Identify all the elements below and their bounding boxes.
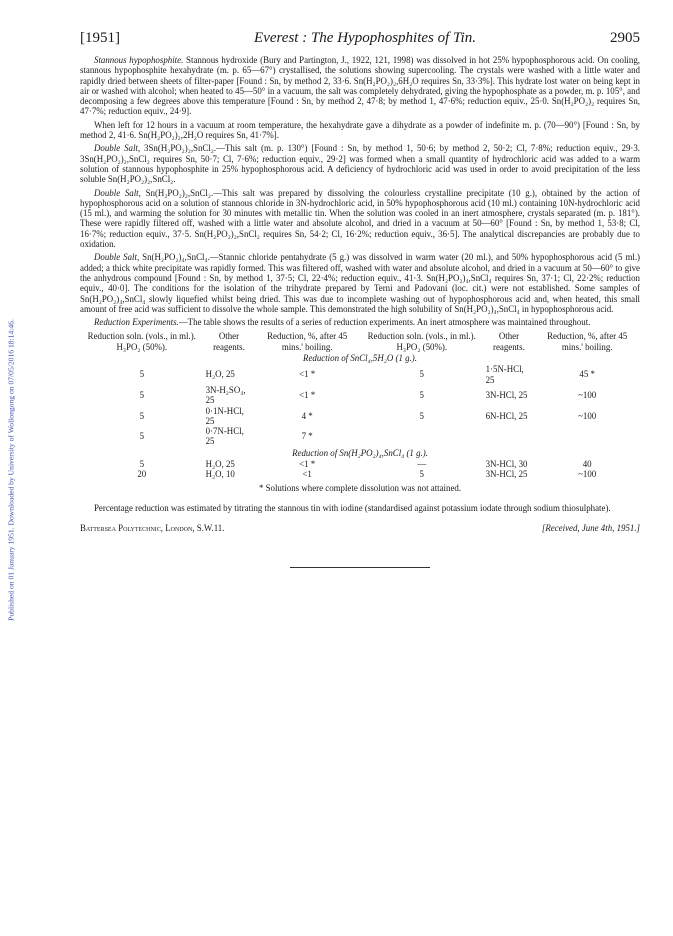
article-page — [80, 30, 640, 568]
paragraph-text: 3Sn(H₂PO₂)₂,SnCl₂.—This salt (m. p. 130°) [Found : Sn, by method 1, 50·6; by method 2, 50·2; Cl, 7·8%; reduction equiv., 29·3. 3Sn(H₂PO₂)₂,SnCl₂ requires Sn, 50·7; Cl, 7·6%; reduction equiv., 29·2] was formed when a small quantity of hydrochloric acid was added to a warm solution of stannous hypophosphite in 25% hypophosphorous acid. A deficiency of hydrochloric acid was used in order to avoid precipitation of the less soluble Sn(H₂PO₂)₂,SnCl₂. — [80, 143, 641, 185]
table-row — [80, 469, 640, 479]
table-cell: 0·7N-HCl, 25 — [205, 426, 244, 447]
column-header: Other reagents. — [213, 331, 245, 352]
table-cell: 5 — [139, 390, 145, 401]
section-title: Reduction of Sn(H₂PO₂)₄,SnCl₄ (1 g.). — [292, 447, 428, 458]
table-cell: ~100 — [578, 410, 597, 421]
table-cell: 3N-HCl, 25 — [485, 469, 528, 480]
table-cell: 5 — [419, 469, 424, 480]
table-cell: 4 * — [301, 410, 313, 421]
table-cell: — — [417, 458, 427, 469]
table-cell: H₂O, 10 — [205, 469, 235, 480]
table-cell: H₂O, 25 — [205, 458, 235, 469]
table-cell: 0·1N-HCl, 25 — [205, 405, 244, 426]
body-text — [80, 55, 640, 327]
table-cell: <1 * — [299, 458, 316, 469]
download-sidebar — [3, 150, 19, 790]
table-row — [80, 459, 640, 469]
paragraph-text: —The table shows the results of a series of reduction experiments. An inert atmosphere was maintained throughout. — [178, 317, 591, 328]
paragraph-lead: Stannous hypophosphite. — [94, 55, 184, 65]
table-cell: H₂O, 25 — [205, 369, 235, 380]
table-cell: 5 — [139, 369, 145, 380]
paragraph-text: Sn(H₂PO₂)₄,SnCl₄.—Stannic chloride pentahydrate (5 g.) was dissolved in warm water (20 ml.), and 50% hypophosphorous acid (5 ml.) added; a thick white precipitate was rapidly formed. This was filtered off, washed with water and absolute alcohol, and dried in a vacuum at 50—60° to give the anhydrous compound [Found : Sn, by method 1, 37·5; Cl, 22·4%; reduction equiv., 41·3. Sn(H₂PO₂)₄,SnCl₄ requires Sn, 37·1; Cl, 22·2%; reduction equiv., 40·0]. The conditions for the isolation of the trihydrate prepared by Terni and Padovani (loc. cit.) were not established. Some samples of Sn(H₂PO₂)₄,SnCl₄ slowly liquefied whilst being dried. This was due to incomplete washing out of hypophosphorous acid and, when heated, this small amount of free acid was sufficient to dissolve the whole sample. This demonstrated the high solubility of Sn(H₂PO₂)₄,SnCl₄ in hypophosphorous acid. — [80, 252, 640, 314]
column-header: Reduction soln. (vols., in ml.). H₃PO₂ (50%). — [367, 331, 476, 352]
table-cell: 7 * — [301, 431, 313, 442]
table-cell: 6N-HCl, 25 — [485, 410, 528, 421]
table-cell — [360, 426, 484, 447]
download-note[interactable]: Published on 01 January 1951. Downloaded by University of Wollongong on 07/05/2016 18:14:46. — [6, 319, 16, 621]
paragraph — [80, 317, 640, 327]
table-cell: 5 — [419, 369, 424, 380]
reduction-table — [80, 331, 640, 479]
paragraph — [80, 252, 640, 314]
table-cell: <1 * — [299, 369, 316, 380]
page-number: 2905 — [610, 30, 640, 46]
table-row — [80, 406, 640, 427]
paragraph-lead: Double Salt, — [94, 187, 141, 198]
table-cell — [484, 426, 535, 447]
table-cell: 1·5N-HCl, 25 — [485, 364, 524, 385]
table-body — [80, 352, 640, 480]
received-date: [Received, June 4th, 1951.] — [541, 522, 640, 533]
table-cell: ~100 — [578, 469, 597, 480]
end-rule — [290, 567, 430, 568]
institution: Battersea Polytechnic, London, S.W.11. — [80, 522, 225, 533]
column-header: Reduction soln. (vols., in ml.). H₃PO₂ (50%). — [87, 331, 196, 352]
table-cell: 40 — [582, 458, 592, 469]
paragraph-text: Stannous hydroxide (Bury and Partington, J., 1922, 121, 1998) was dissolved in hot 25% hypophosphorous acid. On cooling, stannous hypophosphite hexahydrate (m. p. 65—67°) crystallised, the solutions showing supercooling. The crystals were washed with a little water and rapidly dried between sheets of filter-paper [Found : Sn, by method 2, 33·6. Sn(H₂PO₂)₂,6H₂O requires Sn, 33·3%]. This hydrate lost water on being kept in air or washed with alcohol; when heated to 45—50° in a vacuum, the salt was completely dehydrated, giving the hypophosphate as a powder, m. p. 105°, and decomposing a few degrees above this temperature [Found : Sn, by method 2, 47·8; by method 1, 47·6%; reduction equiv., 25·0. Sn(H₂PO₂)₂ requires Sn, 47·7%; reduction equiv., 24·9]. — [80, 55, 640, 117]
paragraph-text: Sn(H₂PO₂)₂,SnCl₂.—This salt was prepared by dissolving the colourless crystalline precipitate (10 g.), obtained by the action of hypophosphorous acid on a solution of stannous chloride in 3N-hydrochloric acid, in 50% hypophosphorous acid (10 ml.) containing 10N-hydrochloric acid (15 ml.), and warming the solution for 30 minutes with metallic tin. When the solution was cooled in an inert atmosphere, crystals separated (m. p. 181°). These were rapidly filtered off, washed with a little water and absolute alcohol, and dried in a vacuum at 50—60° [Found : Sn, by method 1, 53·8; Cl, 16·7%; reduction equiv., 37·5. Sn(H₂PO₂)₂,SnCl₂ requires Sn, 54·2; Cl, 16·2%; reduction equiv., 36·5]. The analytical discrepancies are probably due to oxidation. — [80, 187, 641, 250]
table-cell: 5 — [419, 410, 424, 421]
table-section-row — [80, 352, 640, 364]
paragraph — [80, 188, 640, 250]
table-cell: 5 — [139, 431, 145, 442]
header-year: [1951] — [80, 30, 120, 46]
table-cell: 5 — [419, 390, 424, 401]
paragraph-lead: Double Salt, — [94, 143, 141, 154]
table-footnote: * Solutions where complete dissolution was not attained. — [258, 482, 462, 493]
column-header: Reduction, %, after 45 mins.' boiling. — [267, 331, 348, 352]
table-row — [80, 364, 640, 385]
paragraph-lead: Double Salt, — [94, 252, 140, 263]
paragraph — [80, 55, 640, 117]
section-title: Reduction of SnCl₄,5H₂O (1 g.). — [303, 353, 417, 364]
article-footer — [80, 523, 640, 533]
page-header — [80, 30, 640, 47]
paragraph — [80, 120, 640, 141]
table-cell: 45 * — [579, 369, 595, 380]
table-cell: <1 — [302, 469, 312, 480]
table-cell: 3N-H₂SO₄, 25 — [205, 384, 246, 406]
table-cell: 20 — [137, 469, 147, 480]
table-row — [80, 385, 640, 406]
paragraph-lead: Reduction Experiments. — [94, 317, 179, 328]
table-cell: ~100 — [578, 390, 597, 401]
table-cell: <1 * — [299, 390, 316, 401]
column-header: Other reagents. — [493, 331, 525, 352]
closing-paragraph: Percentage reduction was estimated by titrating the stannous tin with iodine (standardised against potassium iodate through sodium thiosulphate). — [94, 502, 611, 513]
table-section-row — [80, 447, 640, 459]
table-cell — [534, 426, 640, 447]
table-row — [80, 426, 640, 447]
running-title: Everest : The Hypophosphites of Tin. — [254, 30, 476, 46]
paragraph-text: When left for 12 hours in a vacuum at room temperature, the hexahydrate gave a dihydrate as a powder of indefinite m. p. (70—90°) [Found : Sn, by method 2, 41·6. Sn(H₂PO₂)₂,2H₂O requires Sn, 41·7%]. — [80, 119, 640, 141]
table-header-row — [80, 331, 640, 352]
table-cell: 5 — [139, 410, 145, 421]
column-header: Reduction, %, after 45 mins.' boiling. — [547, 331, 628, 352]
paragraph — [80, 143, 640, 184]
table-cell: 5 — [139, 458, 145, 469]
table-cell: 3N-HCl, 25 — [485, 390, 528, 401]
table-cell: 3N-HCl, 30 — [485, 458, 528, 469]
